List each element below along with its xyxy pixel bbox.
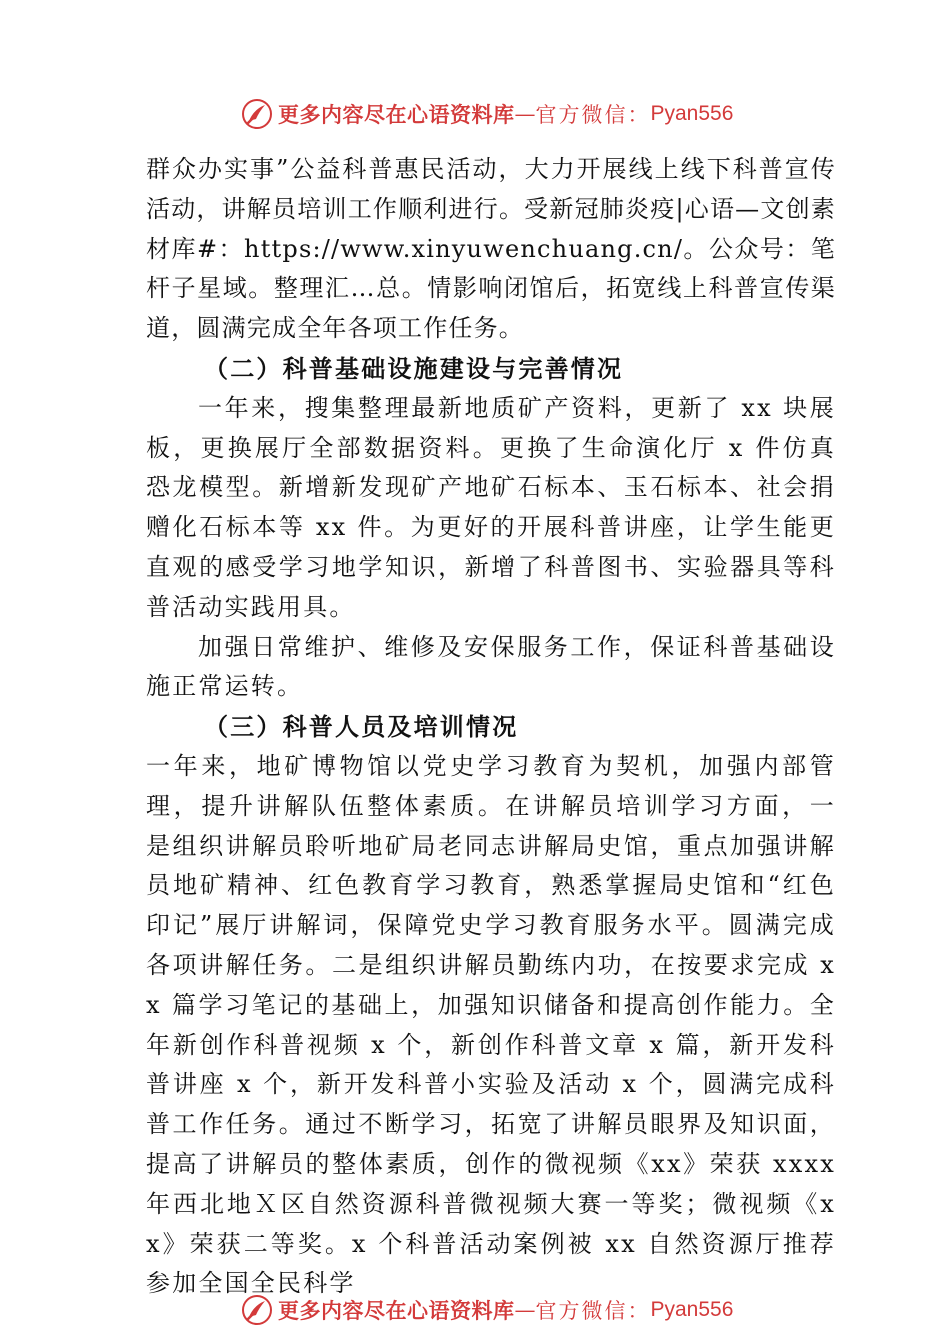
watermark-wechat-id: Pyan556 (650, 1298, 734, 1321)
watermark-wechat-id: Pyan556 (650, 102, 734, 125)
watermark-main-text: 更多内容尽在心语资料库 (278, 1298, 515, 1323)
brush-logo-icon (240, 97, 274, 131)
section-heading-3: （三）科普人员及培训情况 (204, 712, 519, 742)
watermark-banner-bottom[interactable] (240, 1290, 733, 1330)
paragraph-maintenance: 加强日常维护、维修及安保服务工作，保证科普基础设施正常运转。 (146, 632, 836, 701)
watermark-wechat-label: 官方微信： (535, 103, 651, 127)
paragraph-training: 一年来，地矿博物馆以党史学习教育为契机，加强内部管理，提升讲解队伍整体素质。在讲解员培训学习方面，一 是组织讲解员聆听地矿局老同志讲解局史馆，重点加强讲解员地矿精神、红色教育学习教育，熟悉掌握局史馆和“红色印记”展厅讲解词，保障党史学习教育服务水平。圆满完成各项讲解任务。二是组织讲解员勤练内功，在按要求完成 xx 篇学习笔记的基础上，加强知识储备和提高创作能力。全年新创作科普视频 x 个，新创作科普文章 x 篇，新开发科普讲座 x 个，新开发科普小实验及活动 x 个，圆满完成科普工作任务。通过不断学习，拓宽了讲解员眼界及知识面，提高了讲解员的整体素质，创作的微视频《xx》荣获 xxxx 年西北地Ｘ区自然资源科普微视频大赛一等奖；微视频《xx》荣获二等奖。x 个科普活动案例被 xx 自然资源厅推荐参加全国全民科学 (146, 751, 836, 1298)
watermark-separator: — (514, 102, 536, 126)
paragraph-infrastructure: 一年来，搜集整理最新地质矿产资料，更新了 xx 块展板，更换展厅全部数据资料。更换了生命演化厅 x 件仿真恐龙模型。新增新发现矿产地矿石标本、玉石标本、社会捐赠化石标本等 xx 件。为更好的开展科普讲座，让学生能更直观的感受学习地学知识，新增了科普图书、实验器具等科普活动实践用具。 (146, 393, 836, 621)
watermark-banner-top[interactable] (240, 94, 733, 134)
watermark-separator: — (514, 1298, 536, 1322)
watermark-wechat-label: 官方微信： (535, 1299, 651, 1323)
document-body (146, 150, 836, 1304)
watermark-main-text: 更多内容尽在心语资料库 (278, 102, 515, 127)
section-heading-2: （二）科普基础设施建设与完善情况 (204, 353, 624, 383)
brush-logo-icon (240, 1293, 274, 1327)
paragraph-continued: 群众办实事”公益科普惠民活动，大力开展线上线下科普宣传活动，讲解员培训工作顺利进行。受新冠肺炎疫|心语—文创素材库#：https://www.xinyuwenchuang.cn/。公众号：笔杆子星域。整理汇…总。情影响闭馆后，拓宽线上科普宣传渠道，圆满完成全年各项工作任务。 (146, 155, 836, 343)
